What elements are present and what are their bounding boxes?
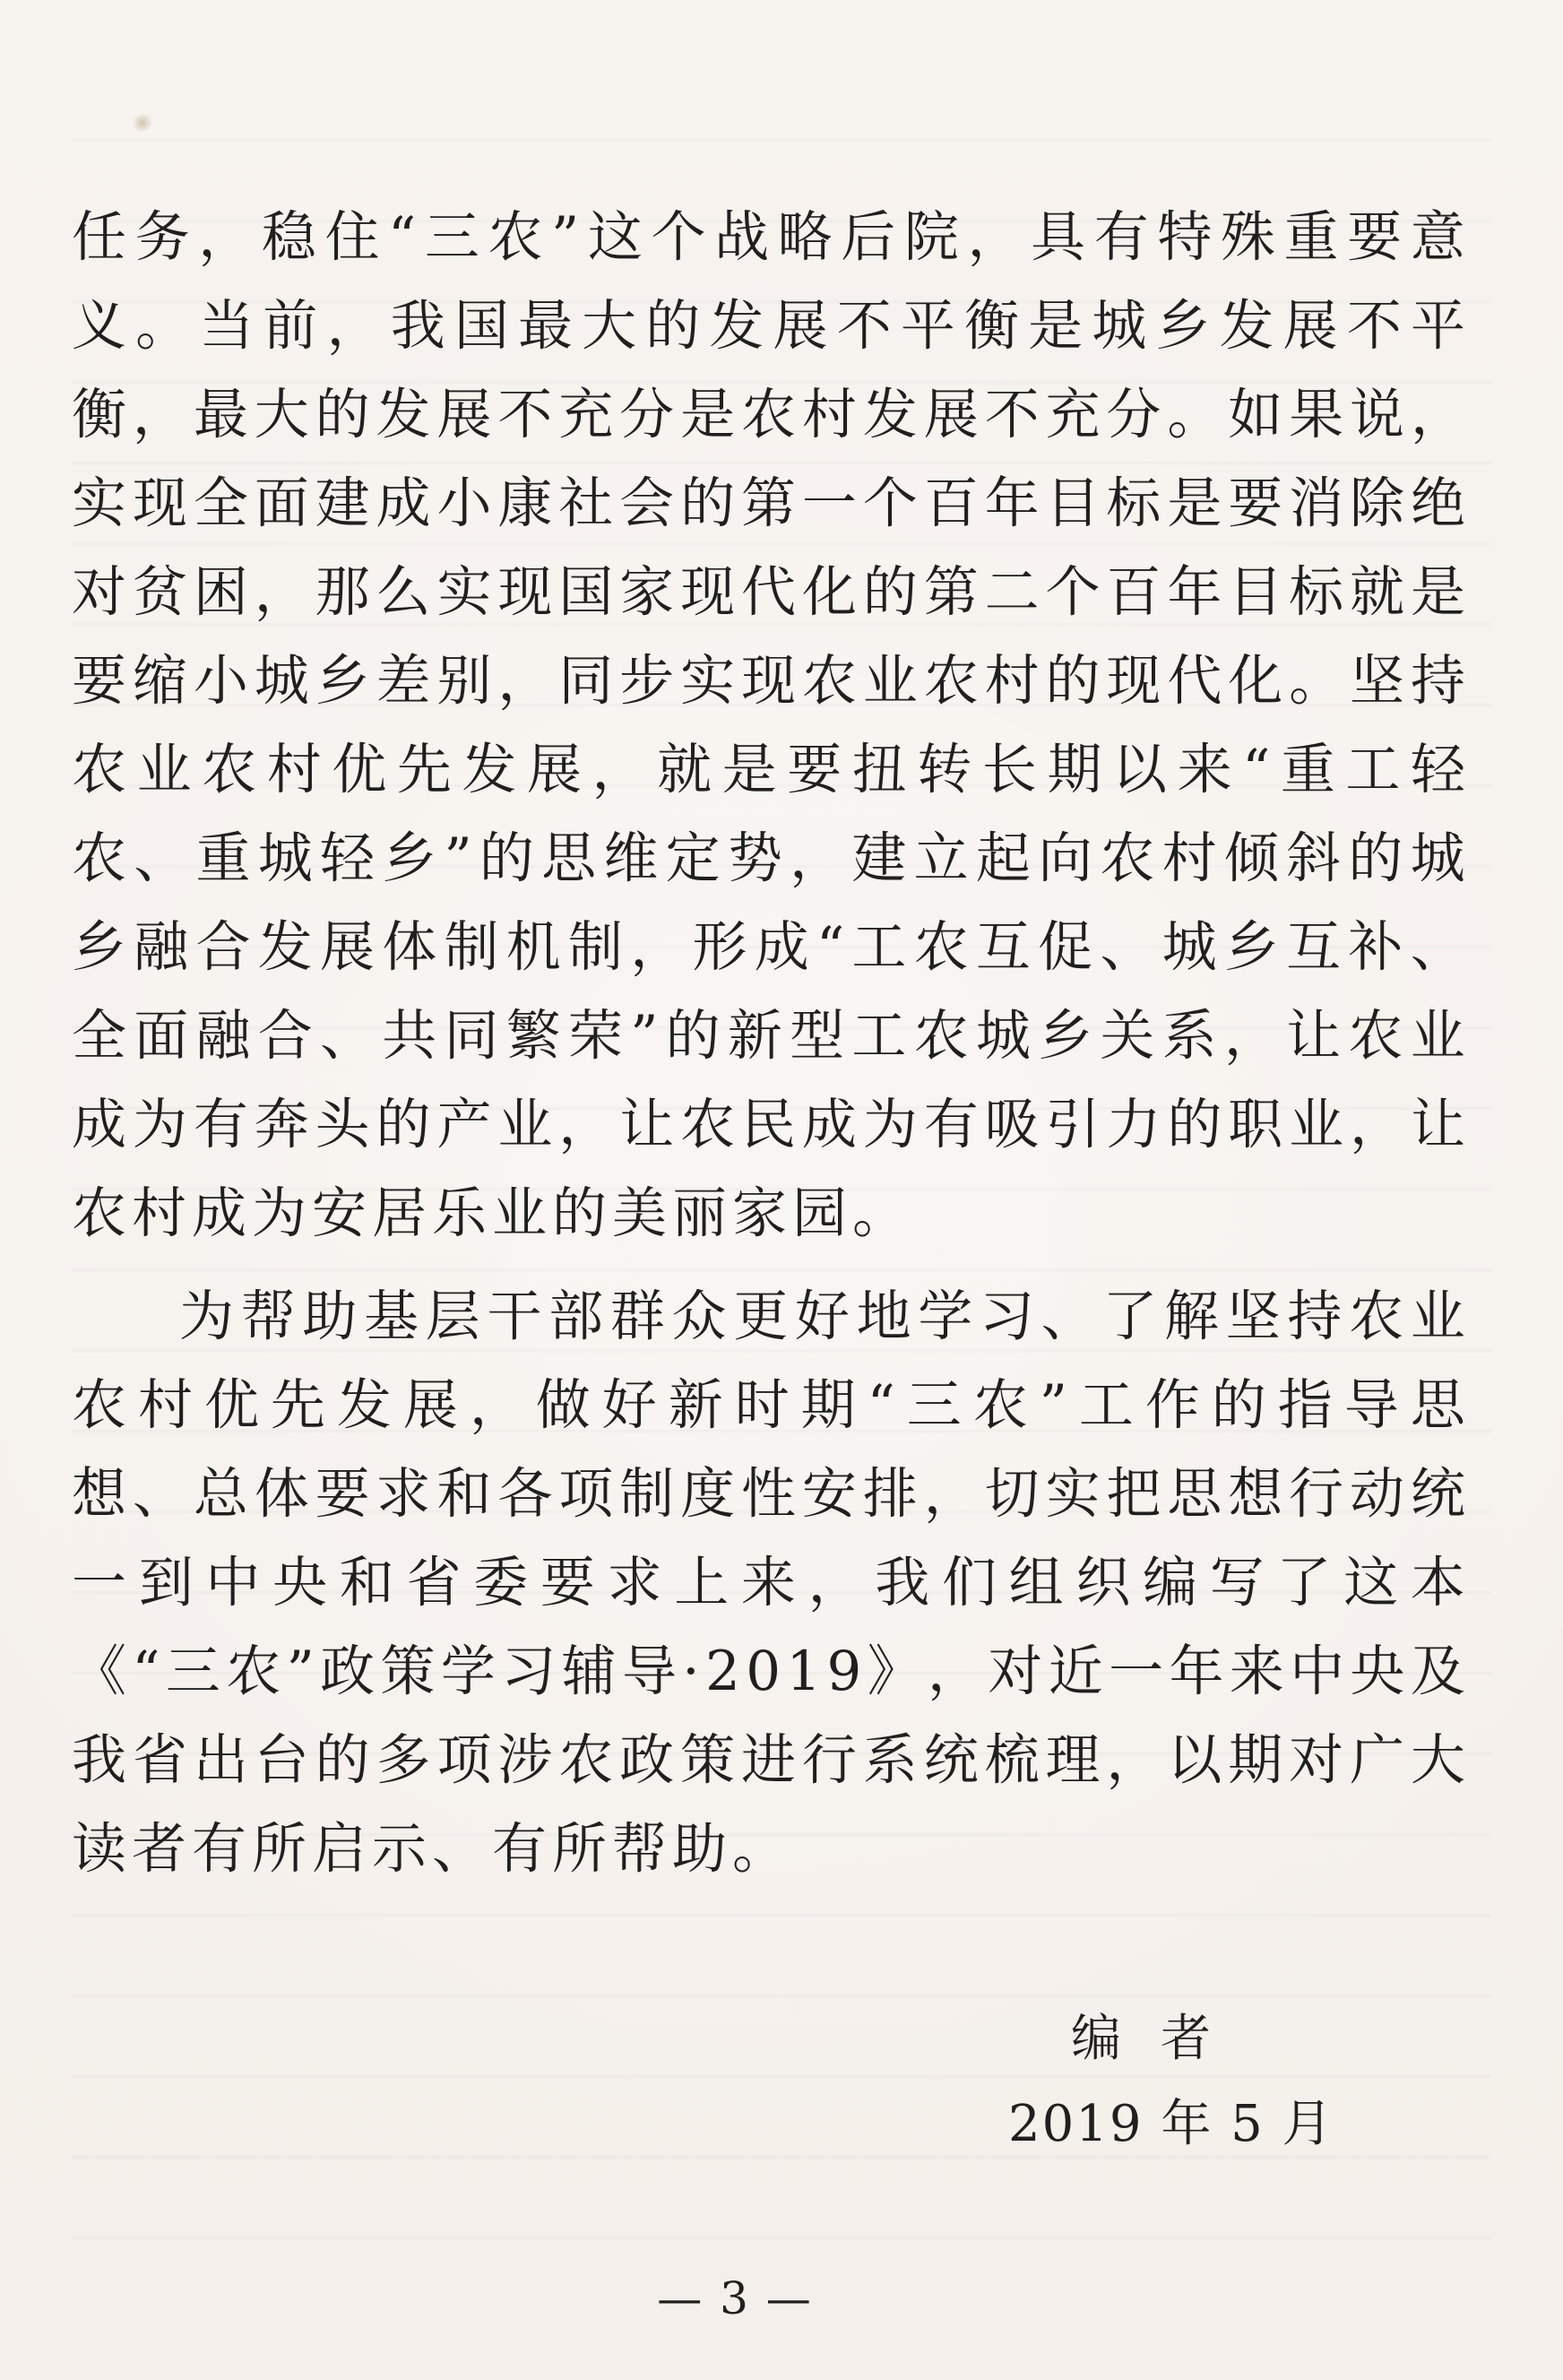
paragraph-1-line-8: 农 、 重 城 轻 乡 ” 的 思 维 定 势 ， 建 立 起 向 农 村 倾 斜 的 城 [72,827,1465,890]
paragraph-2-line-6: 我 省 出 台 的 多 项 涉 农 政 策 进 行 系 统 梳 理 ， 以 期 对 广 大 [72,1728,1465,1792]
paragraph-1-line-12: 农村成为安居乐业的美丽家园。 [72,1181,913,1245]
paragraph-1-line-10: 全 面 融 合 、 共 同 繁 荣 ” 的 新 型 工 农 城 乡 关 系 ， 让 农 业 [72,1004,1465,1068]
paragraph-1-line-2: 义 。 当 前 ， 我 国 最 大 的 发 展 不 平 衡 是 城 乡 发 展 不 平 [72,294,1465,358]
paper-stain [128,111,157,134]
body-text [72,193,1465,1893]
paragraph-2-line-4: 一 到 中 央 和 省 委 要 求 上 来 ， 我 们 组 织 编 写 了 这 本 [72,1551,1465,1614]
paragraph-2-line-2: 农 村 优 先 发 展 ， 做 好 新 时 期 “ 三 农 ” 工 作 的 指 导 思 [72,1373,1465,1437]
author-signature: 编者 [1071,2010,1250,2068]
page-number: — 3 — [657,2272,813,2324]
document-date: 2019 年 5 月 [1008,2095,1334,2153]
paragraph-1-line-9: 乡 融 合 发 展 体 制 机 制 ， 形 成 “ 工 农 互 促 、 城 乡 互 补 、 [72,915,1465,979]
paragraph-1-line-11: 成 为 有 奔 头 的 产 业 ， 让 农 民 成 为 有 吸 引 力 的 职 业 ， 让 [72,1093,1465,1156]
paragraph-1-line-7: 农 业 农 村 优 先 发 展 ， 就 是 要 扭 转 长 期 以 来 “ 重 工 轻 [72,738,1465,801]
paragraph-1-line-5: 对 贫 困 ， 那 么 实 现 国 家 现 代 化 的 第 二 个 百 年 目 标 就 是 [72,560,1465,624]
paragraph-1-line-4: 实 现 全 面 建 成 小 康 社 会 的 第 一 个 百 年 目 标 是 要 消 除 绝 [72,472,1465,535]
paragraph-2-line-5: 《 “ 三 农 ” 政 策 学 习 辅 导 · 2 0 1 9 》 ， 对 近 一 年 来 中 央 及 [72,1640,1465,1703]
paragraph-2-line-3: 想 、 总 体 要 求 和 各 项 制 度 性 安 排 ， 切 实 把 思 想 行 动 统 [72,1462,1465,1526]
paragraph-1-line-6: 要 缩 小 城 乡 差 别 ， 同 步 实 现 农 业 农 村 的 现 代 化 。 坚 持 [72,649,1465,713]
paragraph-2-line-7: 读者有所启示、有所帮助。 [72,1817,793,1881]
paragraph-1-line-1: 任 务 ， 稳 住 “ 三 农 ” 这 个 战 略 后 院 ， 具 有 特 殊 重 要 意 [72,205,1465,269]
paragraph-1-line-3: 衡 ， 最 大 的 发 展 不 充 分 是 农 村 发 展 不 充 分 。 如 果 说 ， [72,383,1465,446]
paragraph-2-line-1: 为 帮 助 基 层 干 部 群 众 更 好 地 学 习 、 了 解 坚 持 农 业 [179,1285,1465,1348]
